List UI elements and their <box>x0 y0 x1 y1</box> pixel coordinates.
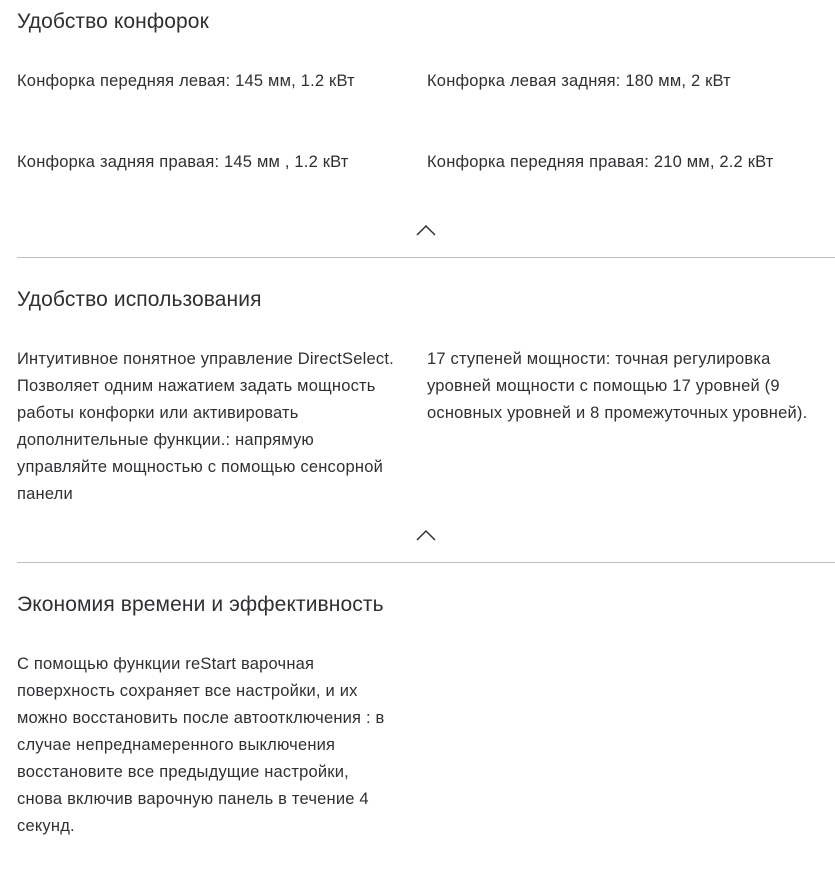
feature-front-left-burner: Конфорка передняя левая: 145 мм, 1.2 кВт <box>17 72 355 90</box>
section-title: Экономия времени и эффективность <box>17 593 384 616</box>
section-time-efficiency <box>0 563 835 882</box>
section-title: Удобство использования <box>17 288 262 311</box>
feature-rear-right-burner: Конфорка задняя правая: 145 мм , 1.2 кВт <box>17 153 349 171</box>
feature-restart: С помощью функции reStart варочная поверхность сохраняет все настройки, и их можно восстановить после автоотключения : в случае непреднамеренного выключения восстановите все предыдущие настройки, снова включив варочную панель в течение 4 секунд. <box>17 655 385 835</box>
feature-directselect: Интуитивное понятное управление DirectSelect. Позволяет одним нажатием задать мощность работы конфорки или активировать дополнительные функции.: напрямую управляйте мощностью с помощью сенсорной панели <box>17 350 394 503</box>
feature-front-right-burner: Конфорка передняя правая: 210 мм, 2.2 кВт <box>427 153 774 171</box>
section-title: Удобство конфорок <box>17 10 209 33</box>
collapse-toggle-button[interactable] <box>414 527 438 543</box>
section-burner-convenience <box>0 0 835 258</box>
feature-rear-left-burner: Конфорка левая задняя: 180 мм, 2 кВт <box>427 72 731 90</box>
collapse-toggle-button[interactable] <box>414 222 438 238</box>
chevron-up-icon <box>414 222 438 238</box>
feature-power-levels: 17 ступеней мощности: точная регулировка уровней мощности с помощью 17 уровней (9 основных уровней и 8 промежуточных уровней). <box>427 350 808 422</box>
section-usability <box>0 258 835 563</box>
chevron-up-icon <box>414 527 438 543</box>
